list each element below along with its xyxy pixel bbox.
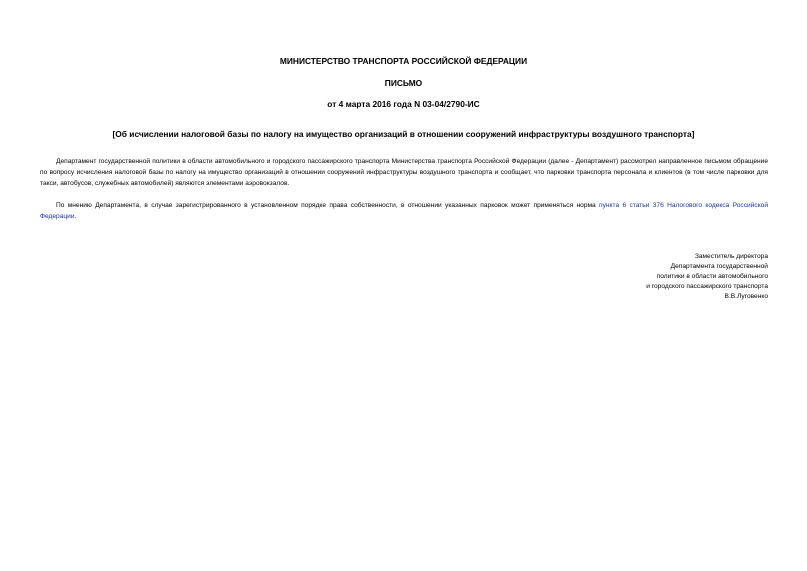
document-date-number: от 4 марта 2016 года N 03-04/2790-ИС — [327, 99, 480, 109]
signature-line-department: Департамента государственной — [670, 263, 768, 270]
document-type: ПИСЬМО — [384, 78, 423, 88]
paragraph-2-end: . — [74, 213, 77, 220]
signature-line-transport: и городского пассажирского транспорта — [646, 283, 768, 290]
document-subject: [Об исчислении налоговой базы по налогу на имущество организаций в отношении сооружений инфраструктуры воздушного транспорта] — [112, 129, 695, 139]
signature-line-policy: политики в области автомобильного — [656, 273, 768, 280]
signature-name: В.В.Луговенко — [724, 293, 768, 300]
signature-line-position: Заместитель директора — [694, 253, 768, 260]
paragraph-2-text: По мнению Департамента, в случае зарегистрированного в установленном порядке права собственности, в отношении указанных парковок может применяться норма — [56, 202, 600, 209]
tax-code-link[interactable]: пункта 6 статьи 376 Налогового кодекса Российской Федерации — [40, 202, 769, 220]
ministry-title: МИНИСТЕРСТВО ТРАНСПОРТА РОССИЙСКОЙ ФЕДЕРАЦИИ — [279, 56, 528, 66]
signature-block — [646, 252, 768, 302]
body-paragraph-1: Департамент государственной политики в области автомобильного и городского пассажирского транспорта Министерства транспорта Российской Федерации (далее - Департамент) рассмотрел направленное письмом обращение по вопросу исчисления налоговой базы по налогу на имущество организаций в отношении сооружений инфраструктуры воздушного транспорта и сообщает, что парковки транспорта персонала и клиентов (в том числе парковки для такси, автобусов, служебных автомобилей) являются элементами аэровокзалов. — [40, 158, 768, 187]
body-paragraph-2 — [40, 200, 768, 222]
